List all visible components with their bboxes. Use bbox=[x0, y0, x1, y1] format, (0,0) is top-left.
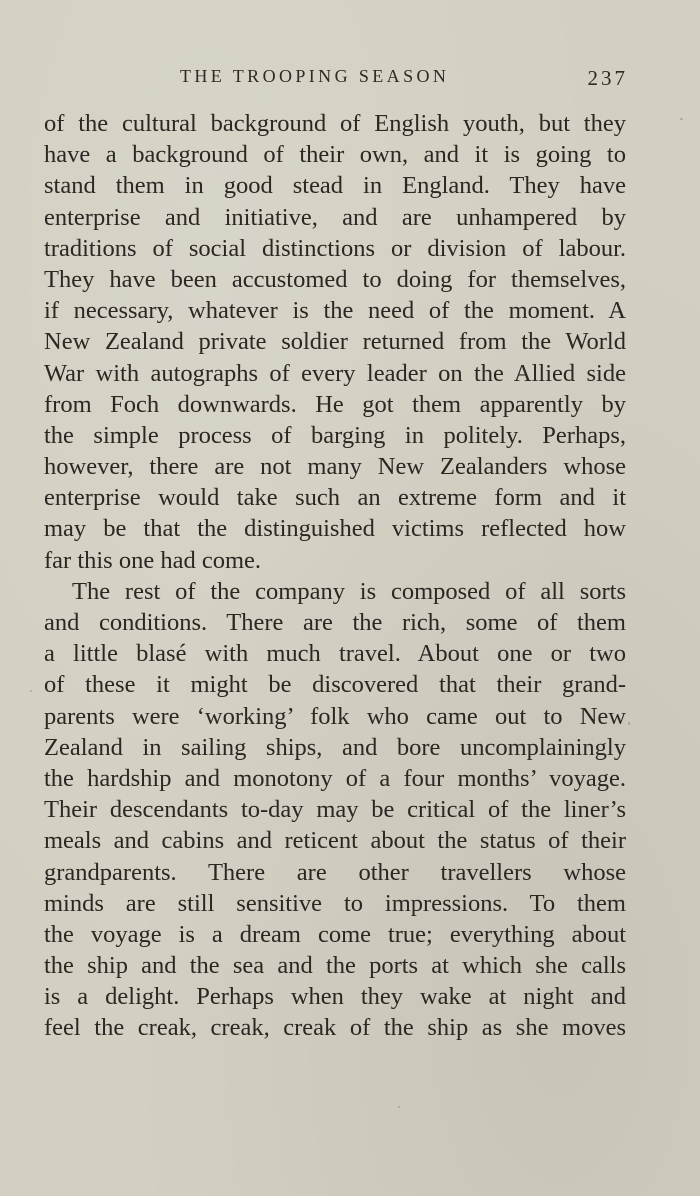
text-line: of these it might be discovered that their grand- bbox=[44, 671, 626, 699]
text-line: is a delight. Perhaps when they wake at night and bbox=[44, 983, 626, 1011]
text-line: enterprise would take such an extreme form and it bbox=[44, 484, 626, 512]
text-line: grandparents. There are other travellers whose bbox=[44, 858, 626, 886]
text-line: the simple process of barging in politely. Perhaps, bbox=[44, 421, 626, 449]
text-line: however, there are not many New Zealanders whose bbox=[44, 453, 626, 481]
paper-speck bbox=[680, 118, 683, 120]
text-line: from Foch downwards. He got them apparently by bbox=[44, 390, 626, 418]
text-line: if necessary, whatever is the need of the moment. A bbox=[44, 297, 626, 325]
text-line: They have been accustomed to doing for themselves, bbox=[44, 265, 626, 293]
text-line: the hardship and monotony of a four months’ voyage. bbox=[44, 764, 626, 792]
text-line: War with autographs of every leader on the Allied side bbox=[44, 359, 626, 387]
text-line: far this one had come. bbox=[44, 546, 262, 574]
text-line: have a background of their own, and it is going to bbox=[44, 141, 626, 169]
text-line: traditions of social distinctions or division of labour. bbox=[44, 234, 626, 262]
text-line: a little blasé with much travel. About one or two bbox=[44, 640, 626, 668]
paragraph bbox=[44, 576, 626, 1044]
text-line: minds are still sensitive to impressions. To them bbox=[44, 889, 626, 917]
text-line: the ship and the sea and the ports at which she calls bbox=[44, 952, 626, 980]
text-line: The rest of the company is composed of all sorts bbox=[72, 577, 626, 605]
paper-speck bbox=[30, 690, 32, 692]
text-line: Their descendants to-day may be critical of the liner’s bbox=[44, 796, 626, 824]
page-number: 237 bbox=[587, 66, 628, 90]
text-line: parents were ‘working’ folk who came out to New bbox=[44, 702, 626, 730]
paragraph bbox=[44, 108, 626, 576]
text-line: New Zealand private soldier returned from the World bbox=[44, 328, 626, 356]
text-line: Zealand in sailing ships, and bore uncomplainingly bbox=[44, 733, 626, 761]
paper-speck bbox=[628, 722, 630, 725]
text-line: feel the creak, creak, creak of the ship as she moves bbox=[44, 1014, 626, 1042]
paper-speck bbox=[398, 1106, 400, 1108]
text-line: the voyage is a dream come true; everything about bbox=[44, 920, 626, 948]
running-title: THE TROOPING SEASON bbox=[180, 66, 450, 86]
running-head bbox=[44, 66, 628, 94]
text-line: and conditions. There are the rich, some of them bbox=[44, 609, 626, 636]
text-line: may be that the distinguished victims reflected how bbox=[44, 515, 626, 543]
text-line: stand them in good stead in England. They have bbox=[44, 172, 626, 200]
body-text bbox=[44, 108, 626, 1044]
text-line: of the cultural background of English youth, but they bbox=[44, 110, 626, 137]
text-line: enterprise and initiative, and are unhampered by bbox=[44, 203, 626, 231]
text-line: meals and cabins and reticent about the status of their bbox=[44, 827, 626, 855]
